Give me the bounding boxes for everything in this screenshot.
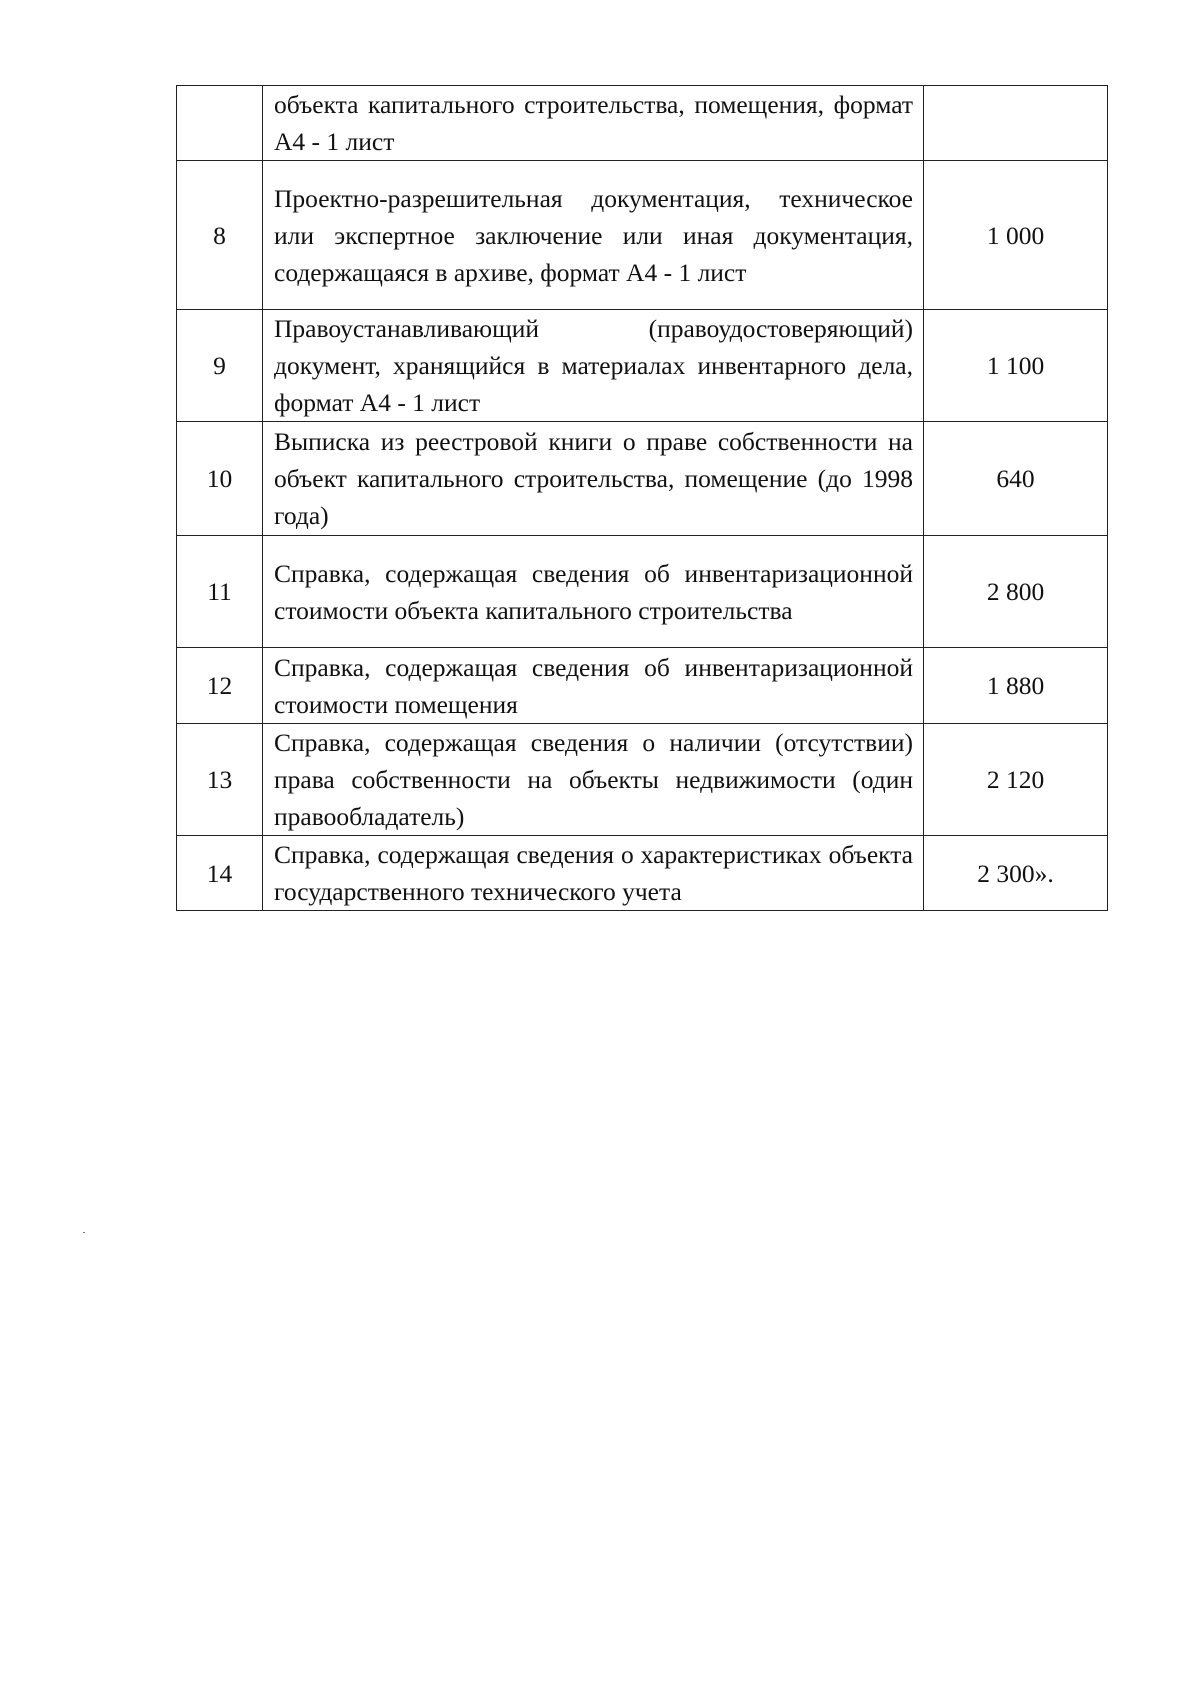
table-row: [177, 536, 1108, 648]
fee-table: [176, 85, 1108, 911]
table-row: [177, 310, 1108, 422]
row-description: Правоустанавливающий (правоудостоверяющий) документ, хранящийся в материалах инвентарного дела, формат А4 - 1 лист: [263, 310, 924, 422]
table-row: [177, 161, 1108, 310]
row-description: Справка, содержащая сведения об инвентаризационной стоимости объекта капитального строительства: [263, 536, 924, 648]
row-number: 9: [177, 310, 263, 422]
table-row: [177, 836, 1108, 911]
row-number: 13: [177, 724, 263, 836]
row-price: 2 120: [924, 724, 1108, 836]
row-number: 8: [177, 161, 263, 310]
row-price: 1 000: [924, 161, 1108, 310]
row-description: Справка, содержащая сведения об инвентаризационной стоимости помещения: [263, 648, 924, 724]
row-number: 14: [177, 836, 263, 911]
row-price: 2 300».: [924, 836, 1108, 911]
row-price: 2 800: [924, 536, 1108, 648]
row-price: 640: [924, 422, 1108, 536]
row-number: 11: [177, 536, 263, 648]
row-number: [177, 86, 263, 161]
row-number: 10: [177, 422, 263, 536]
row-price: 1 880: [924, 648, 1108, 724]
row-number: 12: [177, 648, 263, 724]
table-row: [177, 724, 1108, 836]
row-price: 1 100: [924, 310, 1108, 422]
row-description: Выписка из реестровой книги о праве собственности на объект капитального строительства, помещение (до 1998 года): [263, 422, 924, 536]
row-price: [924, 86, 1108, 161]
table-row: [177, 648, 1108, 724]
row-description: Проектно-разрешительная документация, техническое или экспертное заключение или иная документация, содержащаяся в архиве, формат А4 - 1 лист: [263, 161, 924, 310]
row-description: Справка, содержащая сведения о наличии (отсутствии) права собственности на объекты недвижимости (один правообладатель): [263, 724, 924, 836]
row-description: объекта капитального строительства, помещения, формат А4 - 1 лист: [263, 86, 924, 161]
table-row: [177, 86, 1108, 161]
scan-speck: [83, 1232, 85, 1233]
table-row: [177, 422, 1108, 536]
row-description: Справка, содержащая сведения о характеристиках объекта государственного технического учета: [263, 836, 924, 911]
